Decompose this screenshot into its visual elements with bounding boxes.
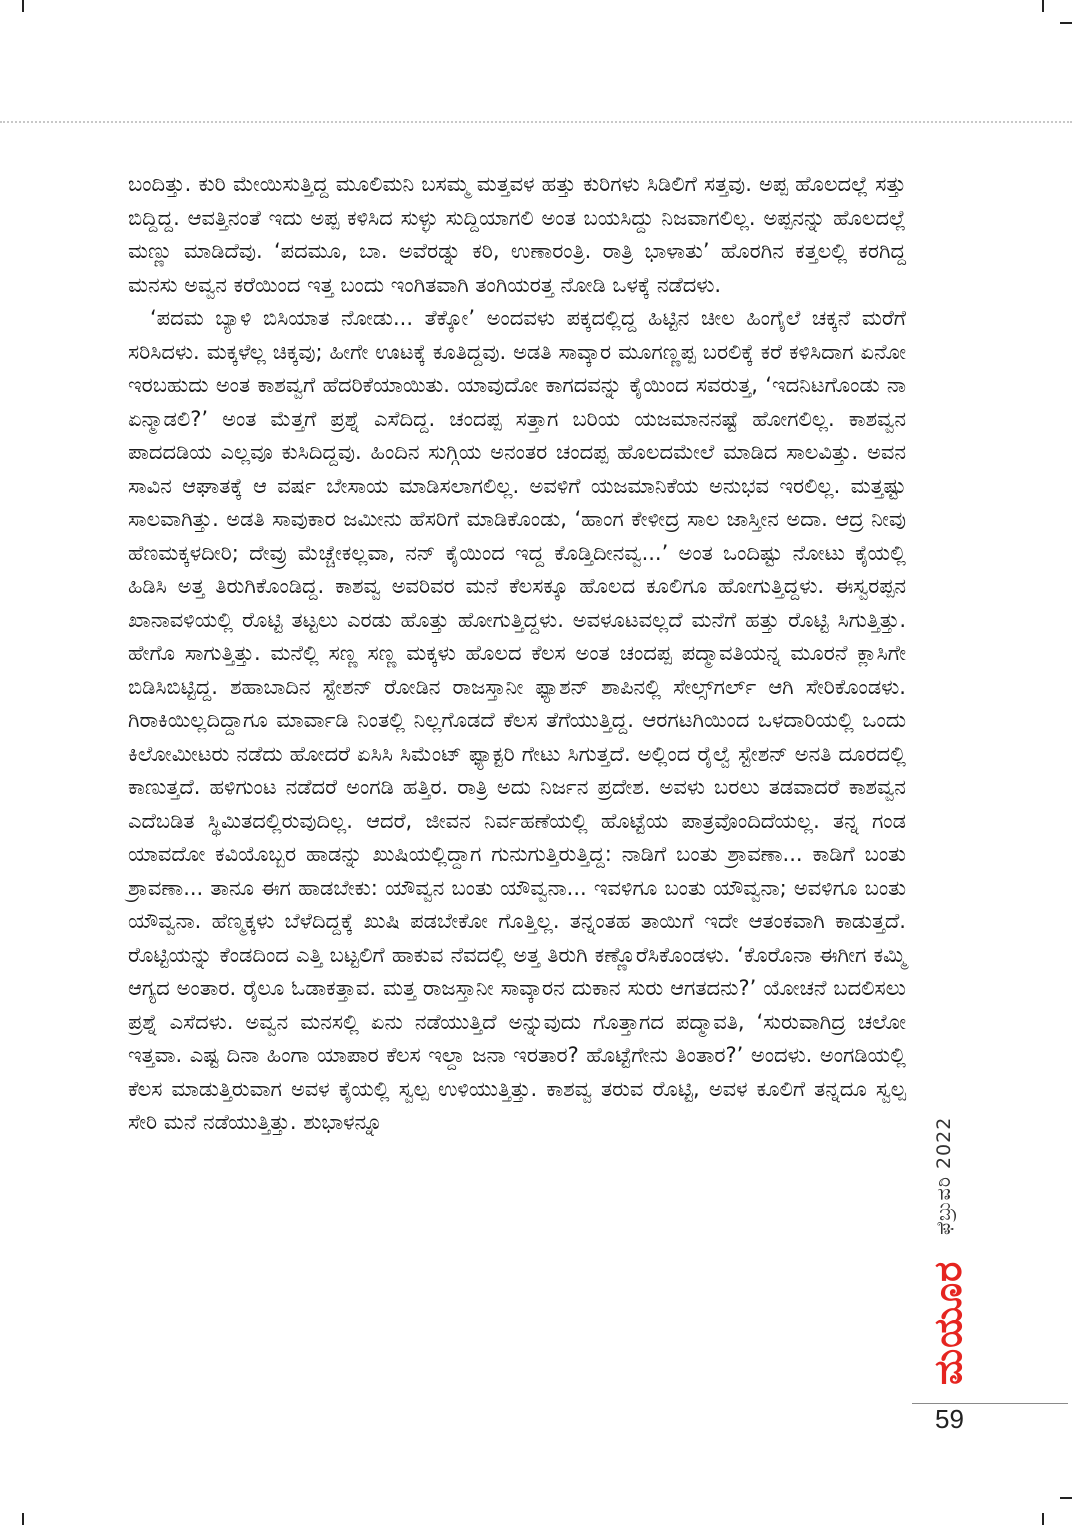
paragraph-1: ಬಂದಿತ್ತು. ಕುರಿ ಮೇಯಿಸುತ್ತಿದ್ದ ಮೂಲಿಮನಿ ಬಸಮ್ಮ ಮತ್ತವಳ ಹತ್ತು ಕುರಿಗಳು ಸಿಡಿಲಿಗೆ ಸತ್ತವು. ಅಪ್ಪ ಹೊಲದಲ್ಲೆ ಸತ್ತು ಬಿದ್ದಿದ್ದ. ಆವತ್ತಿನಂತೆ ಇದು ಅಪ್ಪ ಕಳಿಸಿದ ಸುಳ್ಳು ಸುದ್ದಿಯಾಗಲಿ ಅಂತ ಬಯಸಿದ್ದು ನಿಜವಾಗಲಿಲ್ಲ. ಅಪ್ಪನನ್ನು ಹೊಲದಲ್ಲೆ ಮಣ್ಣು ಮಾಡಿದೆವು. ‘ಪದಮೂ, ಬಾ. ಅವೆರಡ್ನು ಕರಿ, ಉಣಾರಂತ್ರಿ. ರಾತ್ರಿ ಭಾಳಾತು’ ಹೊರಗಿನ ಕತ್ತಲಲ್ಲಿ ಕರಗಿದ್ದ ಮನಸು ಅವ್ವನ ಕರೆಯಿಂದ ಇತ್ತ ಬಂದು ಇಂಗಿತವಾಗಿ ತಂಗಿಯರತ್ತ ನೋಡಿ ಒಳಕ್ಕೆ ನಡೆದಳು. [128,172,906,297]
crop-mark-top-left [22,0,24,12]
magazine-logo: ಮಯೂರ [926,1260,970,1385]
header-dotted-rule [0,121,1072,123]
crop-mark-right-upper [1060,22,1072,24]
paragraph-2: ‘ಪದಮ ಬ್ಯಾಳಿ ಬಿಸಿಯಾತ ನೋಡು... ತೆಕ್ಕೋ’ ಅಂದವಳು ಪಕ್ಕದಲ್ಲಿದ್ದ ಹಿಟ್ಟಿನ ಚೀಲ ಹಿಂಗೈಲೆ ಚಕ್ಕನೆ ಮರೆಗೆ ಸರಿಸಿದಳು. ಮಕ್ಕಳೆಲ್ಲ ಚಿಕ್ಕವು; ಹೀಗೇ ಊಟಕ್ಕೆ ಕೂತಿದ್ದವು. ಅಡತಿ ಸಾವ್ಕಾರ ಮೂಗಣ್ಣಪ್ಪ ಬರಲಿಕ್ಕೆ ಕರೆ ಕಳಿಸಿದಾಗ ಏನೋ ಇರಬಹುದು ಅಂತ ಕಾಶವ್ವಗೆ ಹೆದರಿಕೆಯಾಯಿತು. ಯಾವುದೋ ಕಾಗದವನ್ನು ಕೈಯಿಂದ ಸವರುತ್ತ, ‘ಇದನಿಟಗೊಂಡು ನಾ ಏನ್ಮಾಡಲಿ?’ ಅಂತ ಮೆತ್ತಗೆ ಪ್ರಶ್ನೆ ಎಸೆದಿದ್ದ. ಚಂದಪ್ಪ ಸತ್ತಾಗ ಬರಿಯ ಯಜಮಾನನಷ್ಟೆ ಹೋಗಲಿಲ್ಲ. ಕಾಶವ್ವನ ಪಾದದಡಿಯ ಎಲ್ಲವೂ ಕುಸಿದಿದ್ದವು. ಹಿಂದಿನ ಸುಗ್ಗಿಯ ಅನಂತರ ಚಂದಪ್ಪ ಹೊಲದಮೇಲೆ ಮಾಡಿದ ಸಾಲವಿತ್ತು. ಅವನ ಸಾವಿನ ಆಘಾತಕ್ಕೆ ಆ ವರ್ಷ ಬೇಸಾಯ ಮಾಡಿಸಲಾಗಲಿಲ್ಲ. ಅವಳಿಗೆ ಯಜಮಾನಿಕೆಯ ಅನುಭವ ಇರಲಿಲ್ಲ. ಮತ್ತಷ್ಟು ಸಾಲವಾಗಿತ್ತು. ಅಡತಿ ಸಾವುಕಾರ ಜಮೀನು ಹೆಸರಿಗೆ ಮಾಡಿಕೊಂಡು, ‘ಹಾಂಗ ಕೇಳೀದ್ರ ಸಾಲ ಜಾಸ್ತೀನ ಅದಾ. ಆದ್ರ ನೀವು ಹೆಣಮಕ್ಕಳದೀರಿ; ದೇವ್ರು ಮೆಚ್ಚೇಕಲ್ಲವಾ, ನನ್ ಕೈಯಿಂದ ಇದ್ದ ಕೊಡ್ತಿದೀನವ್ವ...’ ಅಂತ ಒಂದಿಷ್ಟು ನೋಟು ಕೈಯಲ್ಲಿ ಹಿಡಿಸಿ ಅತ್ತ ತಿರುಗಿಕೊಂಡಿದ್ದ. ಕಾಶವ್ವ ಅವರಿವರ ಮನೆ ಕೆಲಸಕ್ಕೂ ಹೊಲದ ಕೂಲಿಗೂ ಹೋಗುತ್ತಿದ್ದಳು. ಈಸ್ವರಪ್ಪನ ಖಾನಾವಳಿಯಲ್ಲಿ ರೊಟ್ಟಿ ತಟ್ಟಲು ಎರಡು ಹೊತ್ತು ಹೋಗುತ್ತಿದ್ದಳು. ಅವಳೂಟವಲ್ಲದೆ ಮನೆಗೆ ಹತ್ತು ರೊಟ್ಟಿ ಸಿಗುತ್ತಿತ್ತು. ಹೇಗೊ ಸಾಗುತ್ತಿತ್ತು. ಮನೆಲ್ಲಿ ಸಣ್ಣ ಸಣ್ಣ ಮಕ್ಕಳು ಹೊಲದ ಕೆಲಸ ಅಂತ ಚಂದಪ್ಪ ಪದ್ಮಾವತಿಯನ್ನ ಮೂರನೆ ಕ್ಲಾಸಿಗೇ ಬಿಡಿಸಿಬಿಟ್ಟಿದ್ದ. ಶಹಾಬಾದಿನ ಸ್ಟೇಶನ್ ರೋಡಿನ ರಾಜಸ್ತಾನೀ ಫ್ಯಾಶನ್ ಶಾಪಿನಲ್ಲಿ ಸೇಲ್ಸ್‌ಗರ್ಲ್ ಆಗಿ ಸೇರಿಕೊಂಡಳು. ಗಿರಾಕಿಯಿಲ್ಲದಿದ್ದಾಗೂ ಮಾರ್ವಾಡಿ ನಿಂತಲ್ಲಿ ನಿಲ್ಲಗೊಡದೆ ಕೆಲಸ ತೆಗೆಯುತ್ತಿದ್ದ. ಆರಗಟಗಿಯಿಂದ ಒಳದಾರಿಯಲ್ಲಿ ಒಂದು ಕಿಲೋಮೀಟರು ನಡೆದು ಹೋದರೆ ಏಸಿಸಿ ಸಿಮೆಂಟ್ ಫ್ಯಾಕ್ಟರಿ ಗೇಟು ಸಿಗುತ್ತದೆ. ಅಲ್ಲಿಂದ ರೈಲ್ವೆ ಸ್ಟೇಶನ್ ಅನತಿ ದೂರದಲ್ಲಿ ಕಾಣುತ್ತದೆ. ಹಳಿಗುಂಟ ನಡೆದರೆ ಅಂಗಡಿ ಹತ್ತಿರ. ರಾತ್ರಿ ಅದು ನಿರ್ಜನ ಪ್ರದೇಶ. ಅವಳು ಬರಲು ತಡವಾದರೆ ಕಾಶವ್ವನ ಎದೆಬಡಿತ ಸ್ಥಿಮಿತದಲ್ಲಿರುವುದಿಲ್ಲ. ಆದರೆ, ಜೀವನ ನಿರ್ವಹಣೆಯಲ್ಲಿ ಹೊಟ್ಟೆಯ ಪಾತ್ರವೊಂದಿದೆಯಲ್ಲ. ತನ್ನ ಗಂಡ ಯಾವದೋ ಕವಿಯೊಬ್ಬರ ಹಾಡನ್ನು ಖುಷಿಯಲ್ಲಿದ್ದಾಗ ಗುನುಗುತ್ತಿರುತ್ತಿದ್ದ: ನಾಡಿಗೆ ಬಂತು ಶ್ರಾವಣಾ... ಕಾಡಿಗೆ ಬಂತು ಶ್ರಾವಣಾ... ತಾನೂ ಈಗ ಹಾಡಬೇಕು: ಯೌವ್ವನ ಬಂತು ಯೌವ್ವನಾ... ಇವಳಿಗೂ ಬಂತು ಯೌವ್ವನಾ; ಅವಳಿಗೂ ಬಂತು ಯೌವ್ವನಾ. ಹೆಣ್ಮಕ್ಕಳು ಬೆಳೆದಿದ್ದಕ್ಕೆ ಖುಷಿ ಪಡಬೇಕೋ ಗೊತ್ತಿಲ್ಲ. ತನ್ನಂತಹ ತಾಯಿಗೆ ಇದೇ ಆತಂಕವಾಗಿ ಕಾಡುತ್ತದೆ. ರೊಟ್ಟಿಯನ್ನು ಕೆಂಡದಿಂದ ಎತ್ತಿ ಬಟ್ಟಲಿಗೆ ಹಾಕುವ ನೆವದಲ್ಲಿ ಅತ್ತ ತಿರುಗಿ ಕಣ್ಣೊರೆಸಿಕೊಂಡಳು. ‘ಕೊರೊನಾ ಈಗೀಗ ಕಮ್ಮಿ ಆಗ್ಯದ ಅಂತಾರ. ರೈಲೂ ಓಡಾಕತ್ತಾವ. ಮತ್ತ ರಾಜಸ್ತಾನೀ ಸಾವ್ಕಾರನ ದುಕಾನ ಸುರು ಆಗತದನು?’ ಯೋಚನೆ ಬದಲಿಸಲು ಪ್ರಶ್ನೆ ಎಸೆದಳು. ಅವ್ವನ ಮನಸಲ್ಲಿ ಏನು ನಡೆಯುತ್ತಿದೆ ಅನ್ನುವುದು ಗೊತ್ತಾಗದ ಪದ್ಮಾವತಿ, ‘ಸುರುವಾಗಿದ್ರ ಚಲೋ ಇತ್ತವಾ. ಎಷ್ಟ ದಿನಾ ಹಿಂಗಾ ಯಾಪಾರ ಕೆಲಸ ಇಲ್ದಾ ಜನಾ ಇರತಾರ? ಹೊಟ್ಟೆಗೇನು ತಿಂತಾರ?’ ಅಂದಳು. ಅಂಗಡಿಯಲ್ಲಿ ಕೆಲಸ ಮಾಡುತ್ತಿರುವಾಗ ಅವಳ ಕೈಯಲ್ಲಿ ಸ್ವಲ್ಪ ಉಳಿಯುತ್ತಿತ್ತು. ಕಾಶವ್ವ ತರುವ ರೊಟ್ಟಿ, ಅವಳ ಕೂಲಿಗೆ ತನ್ನದೂ ಸ್ವಲ್ಪ ಸೇರಿ ಮನೆ ನಡೆಯುತ್ತಿತ್ತು. ಶುಭಾಳನ್ನೂ [128,306,906,1134]
crop-mark-top-right [1042,0,1044,12]
crop-mark-bottom-left [22,1513,24,1525]
article-body [128,168,906,1140]
page-number: 59 [935,1404,964,1434]
issue-date: ಫೆಬ್ರುವರಿ 2022 [933,1116,955,1235]
crop-mark-bottom-right [1042,1513,1044,1525]
crop-mark-right-lower [1060,1497,1072,1499]
